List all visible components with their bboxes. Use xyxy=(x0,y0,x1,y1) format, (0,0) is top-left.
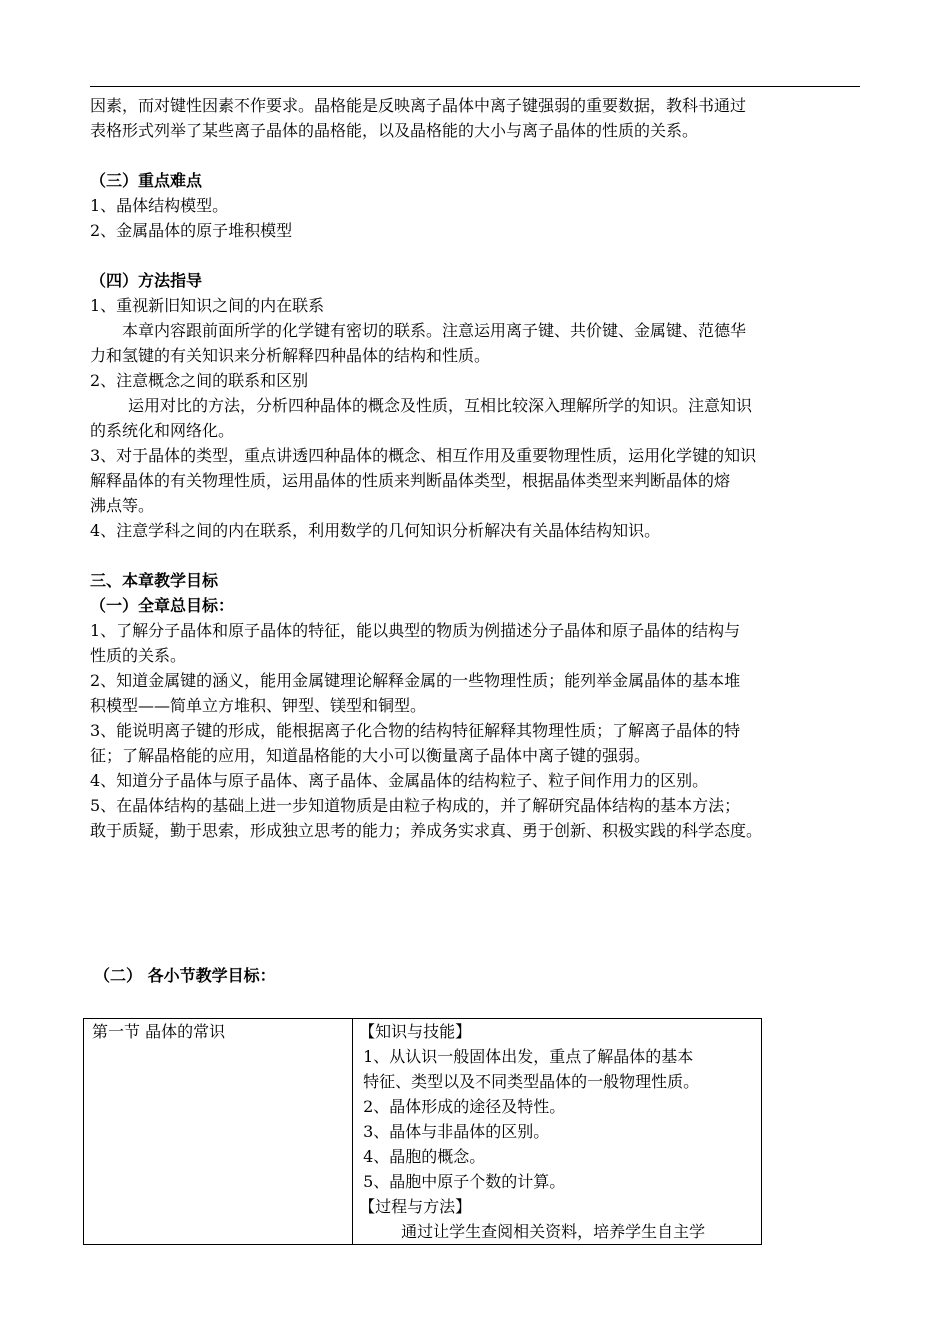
intro-line-1: 因素，而对键性因素不作要求。晶格能是反映离子晶体中离子键强弱的重要数据，教科书通过 xyxy=(90,96,747,115)
method-1-title: 1、重视新旧知识之间的内在联系 xyxy=(90,296,325,315)
goals-sub-heading-1: （一）全章总目标： xyxy=(90,596,235,615)
goal-1: 1、了解分子晶体和原子晶体的特征，能以典型的物质为例描述分子晶体和原子晶体的结构与 xyxy=(90,621,741,640)
goals-category: 【过程与方法】 xyxy=(359,1197,472,1216)
method-2-body: 运用对比的方法，分析四种晶体的概念及性质，互相比较深入理解所学的知识。注意知识 xyxy=(128,396,753,415)
goal-item: 特征、类型以及不同类型晶体的一般物理性质。 xyxy=(363,1072,700,1091)
spacer xyxy=(90,243,862,268)
goal-item: 通过让学生查阅相关资料，培养学生自主学 xyxy=(401,1222,706,1241)
goal-3: 3、能说明离子键的形成，能根据离子化合物的结构特征解释其物理性质；了解离子晶体的特 xyxy=(90,721,741,740)
spacer xyxy=(90,143,862,168)
document-body xyxy=(90,93,862,988)
goal-item: 3、晶体与非晶体的区别。 xyxy=(363,1122,550,1141)
header-rule xyxy=(90,86,860,87)
method-1-body: 力和氢键的有关知识来分析解释四种晶体的结构和性质。 xyxy=(90,346,491,365)
goal-5: 敢于质疑，勤于思索，形成独立思考的能力；养成务实求真、勇于创新、积极实践的科学态度。 xyxy=(90,821,763,840)
section-goals-table xyxy=(83,1018,762,1245)
goals-heading: 三、本章教学目标 xyxy=(90,571,219,590)
goal-3: 征；了解晶格能的应用，知道晶格能的大小可以衡量离子晶体中离子键的强弱。 xyxy=(90,746,651,765)
method-3: 解释晶体的有关物理性质，运用晶体的性质来判断晶体类型，根据晶体类型来判断晶体的熔 xyxy=(90,471,731,490)
section-goals-cell xyxy=(353,1019,762,1245)
goal-1: 性质的关系。 xyxy=(90,646,187,665)
key-point-item: 2、金属晶体的原子堆积模型 xyxy=(90,221,293,240)
spacer xyxy=(90,843,862,963)
table-row xyxy=(84,1019,762,1245)
goal-item: 4、晶胞的概念。 xyxy=(363,1147,486,1166)
goal-2: 积模型——简单立方堆积、钾型、镁型和铜型。 xyxy=(90,696,427,715)
goals-category: 【知识与技能】 xyxy=(359,1022,472,1041)
goal-item: 2、晶体形成的途径及特性。 xyxy=(363,1097,566,1116)
goals-sub-heading-2: （二） 各小节教学目标： xyxy=(94,966,276,985)
section-name: 第一节 晶体的常识 xyxy=(92,1022,226,1041)
method-2-body: 的系统化和网络化。 xyxy=(90,421,235,440)
method-2-title: 2、注意概念之间的联系和区别 xyxy=(90,371,309,390)
methods-heading: （四）方法指导 xyxy=(90,271,203,290)
section-name-cell xyxy=(84,1019,353,1245)
goal-item: 5、晶胞中原子个数的计算。 xyxy=(363,1172,566,1191)
method-3: 沸点等。 xyxy=(90,496,155,515)
intro-line-2: 表格形式列举了某些离子晶体的晶格能，以及晶格能的大小与离子晶体的性质的关系。 xyxy=(90,121,699,140)
spacer xyxy=(90,543,862,568)
method-4: 4、注意学科之间的内在联系，利用数学的几何知识分析解决有关晶体结构知识。 xyxy=(90,521,661,540)
goal-4: 4、知道分子晶体与原子晶体、离子晶体、金属晶体的结构粒子、粒子间作用力的区别。 xyxy=(90,771,709,790)
goal-2: 2、知道金属键的涵义，能用金属键理论解释金属的一些物理性质；能列举金属晶体的基本堆 xyxy=(90,671,741,690)
method-3: 3、对于晶体的类型，重点讲透四种晶体的概念、相互作用及重要物理性质，运用化学键的知识 xyxy=(90,446,757,465)
method-1-body: 本章内容跟前面所学的化学键有密切的联系。注意运用离子键、共价键、金属键、范德华 xyxy=(122,321,747,340)
key-points-heading: （三）重点难点 xyxy=(90,171,203,190)
key-point-item: 1、晶体结构模型。 xyxy=(90,196,229,215)
goal-item: 1、从认识一般固体出发，重点了解晶体的基本 xyxy=(363,1047,694,1066)
goal-5: 5、在晶体结构的基础上进一步知道物质是由粒子构成的，并了解研究晶体结构的基本方法； xyxy=(90,796,741,815)
